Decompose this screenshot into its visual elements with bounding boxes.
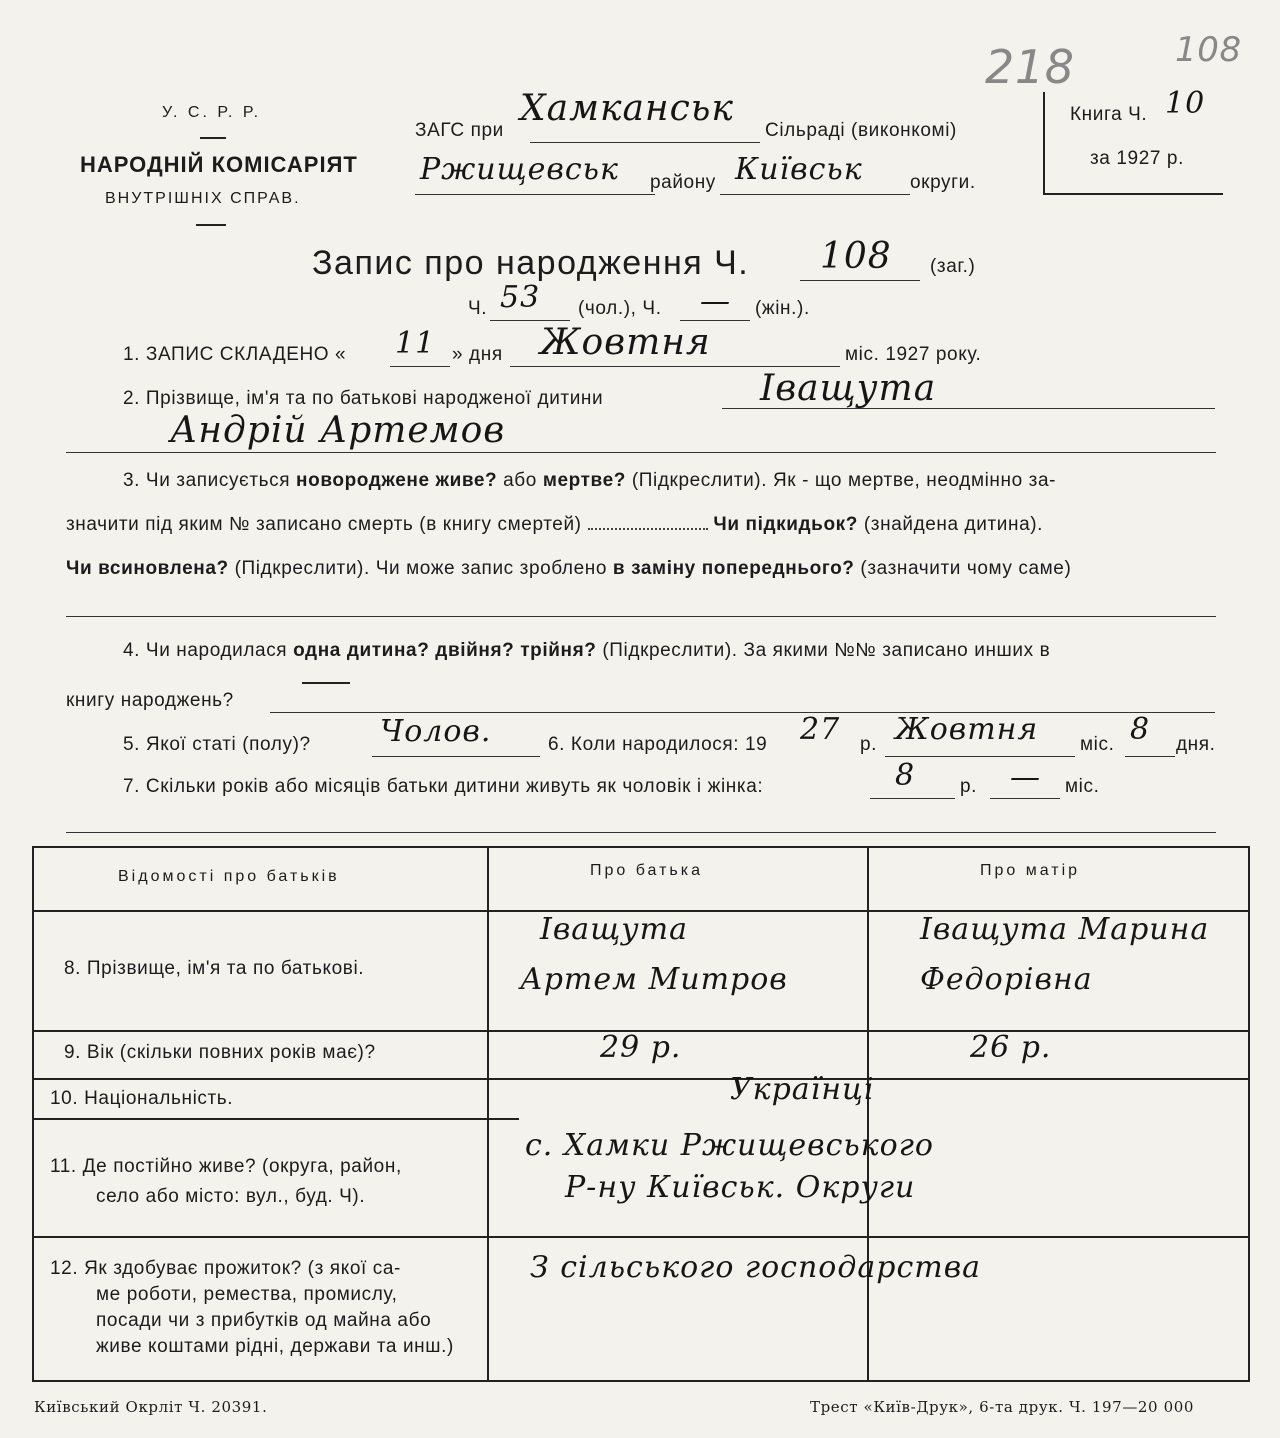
item3-line3: [66, 558, 1071, 580]
book-box-border: [1043, 92, 1045, 194]
row11-value-1: с. Хамки Ржищевського: [525, 1128, 934, 1163]
row8-mother-surname: Іващута Марина: [920, 912, 1210, 947]
item6-day: 8: [1130, 712, 1151, 747]
item3-text-2: (Підкреслити). Як - що мертве, неодмінно за-: [631, 470, 1057, 491]
book-label: Книга Ч.: [1070, 104, 1148, 125]
item3-text-3: (Підкреслити). Чи може запис зроблено: [234, 558, 608, 579]
row8-mother-name: Федорівна: [920, 962, 1093, 997]
village-name: Хамканськ: [520, 88, 734, 129]
item1-day-line: [390, 366, 450, 367]
item3-dead: мертве?: [542, 470, 626, 491]
record-title: Запис про народження Ч.: [312, 244, 750, 282]
record-number-line: [800, 280, 920, 281]
divider: [200, 137, 226, 139]
item6-month: Жовтня: [895, 712, 1039, 747]
item3-line1: [123, 470, 1056, 492]
row12-value: З сільського господарства: [530, 1250, 982, 1285]
commissariat-title: НАРОДНІЙ КОМІСАРІЯТ: [80, 152, 358, 177]
item3-or: або: [503, 470, 537, 491]
item1-prefix: 1. ЗАПИС СКЛАДЕНО «: [123, 344, 347, 365]
item3-alive: новороджене живе?: [296, 470, 498, 491]
item3-line2: [66, 514, 1043, 536]
item6-month-line: [885, 756, 1075, 757]
item7-extra-line: [66, 832, 1216, 833]
district-name: Ржищевськ: [420, 152, 619, 187]
item3-text: 3. Чи записується: [123, 470, 291, 491]
item6-r: р.: [860, 734, 878, 755]
item3-death-ref: значити під яким № записано смерть (в книгу смертей): [66, 514, 582, 535]
footer-left: Київський Окрліт Ч. 20391.: [34, 1398, 268, 1416]
row8-father-name: Артем Митров: [520, 962, 788, 997]
item4-text: 4. Чи народилася: [123, 640, 288, 661]
district-line: [415, 194, 655, 195]
village-line: [530, 142, 760, 143]
divider: [196, 224, 226, 226]
male-number-line: [490, 320, 570, 321]
book-box-border: [1043, 193, 1223, 195]
item4-options: одна дитина? двійня? трійня?: [293, 640, 597, 661]
table-header-info: Відомості про батьків: [118, 868, 340, 885]
table-col-divider: [487, 846, 489, 1382]
female-label: (жін.).: [755, 298, 810, 319]
item3-replacement: в заміну попереднього?: [612, 558, 855, 579]
table-row-divider: [32, 1078, 1250, 1080]
item1-month-line: [510, 366, 840, 367]
table-header-mother: Про матір: [980, 862, 1081, 879]
item3-found: (знайдена дитина).: [863, 514, 1044, 535]
row8-father-surname: Іващута: [540, 912, 688, 947]
year-label: за 1927 р.: [1090, 148, 1184, 169]
row12-label-1: 12. Як здобуває прожиток? (з якої са-: [50, 1258, 401, 1279]
okrug-line: [720, 194, 910, 195]
item6-dnya: дня.: [1176, 734, 1216, 755]
item3-reason-line: [66, 616, 1216, 617]
item4-line1: [123, 640, 1050, 662]
item5-value: Чолов.: [380, 714, 492, 749]
female-number: —: [700, 284, 731, 319]
item6-day-line: [1125, 756, 1175, 757]
row10-label: 10. Національність.: [50, 1088, 234, 1109]
ussr-label: У. С. Р. Р.: [162, 104, 262, 121]
item1-day: 11: [395, 326, 436, 361]
ch-label: Ч.: [468, 298, 488, 319]
council-suffix: Сільраді (виконкомі): [765, 120, 957, 141]
general-suffix: (заг.): [930, 256, 976, 277]
item7-months-line: [990, 798, 1060, 799]
row9-label: 9. Вік (скільки повних років має)?: [64, 1042, 376, 1063]
item7-years: 8: [895, 758, 916, 793]
row9-mother-age: 26 р.: [970, 1030, 1052, 1065]
item4-line2: книгу народжень?: [66, 690, 234, 711]
district-label: району: [650, 172, 716, 193]
table-row-divider: [32, 1236, 1250, 1238]
row11-value-2: Р-ну Київськ. Округи: [565, 1170, 916, 1205]
item4-text-2: (Підкреслити). За якими №№ записано инших в: [602, 640, 1051, 661]
item2-surname: Іващута: [760, 368, 937, 409]
item2-name-line: [66, 452, 1216, 453]
item6-year: 27: [800, 712, 841, 747]
item3-adopted: Чи всиновлена?: [66, 558, 229, 579]
item7-years-line: [870, 798, 955, 799]
row11-label-2: село або місто: вул., буд. Ч).: [96, 1186, 366, 1207]
item1-mid: » дня: [452, 344, 503, 365]
item5-line: [372, 756, 540, 757]
footer-right: Трест «Київ-Друк», 6-та друк. Ч. 197—20 000: [810, 1398, 1194, 1416]
zags-prefix: ЗАГС при: [415, 120, 504, 141]
book-number: 10: [1165, 86, 1206, 121]
item1-month: Жовтня: [540, 322, 711, 363]
pencil-number-1: 218: [985, 40, 1075, 94]
male-number: 53: [500, 280, 541, 315]
item3-foundling: Чи підкидьок?: [713, 514, 858, 535]
item2-label: 2. Прізвище, ім'я та по батькові народженої дитини: [123, 388, 604, 409]
item6-mis: міс.: [1080, 734, 1115, 755]
item2-name: Андрій Артемов: [170, 410, 506, 451]
table-header-father: Про батька: [590, 862, 703, 879]
item7-months: —: [1010, 760, 1041, 795]
item7-mis: міс.: [1065, 776, 1100, 797]
item4-underline: [302, 682, 350, 684]
female-number-line: [680, 320, 750, 321]
row8-label: 8. Прізвище, ім'я та по батькові.: [64, 958, 365, 979]
record-number: 108: [820, 236, 892, 277]
item5-label: 5. Якої статі (полу)?: [123, 734, 311, 755]
row12-label-3: посади чи з прибутків од майна або: [96, 1310, 432, 1331]
table-col-divider: [867, 846, 869, 1382]
row12-label-4: живе коштами рідні, держави та инш.): [96, 1336, 454, 1357]
table-row-divider: [32, 1118, 519, 1120]
row12-label-2: ме роботи, ремества, промислу,: [96, 1284, 398, 1305]
pencil-number-2: 108: [1175, 30, 1242, 70]
row9-father-age: 29 р.: [600, 1030, 682, 1065]
item7-label: 7. Скільки років або місяців батьки дитини живуть як чоловік і жінка:: [123, 776, 764, 797]
internal-affairs: ВНУТРІШНІХ СПРАВ.: [105, 190, 301, 207]
item3-dots: [588, 528, 708, 530]
okrug-label: округи.: [910, 172, 976, 193]
item3-text-4: (зазначити чому саме): [860, 558, 1072, 579]
item4-line: [270, 712, 1215, 713]
okrug-name: Київськ: [735, 152, 863, 187]
row11-label-1: 11. Де постійно живе? (округа, район,: [50, 1156, 402, 1177]
item1-suffix: міс. 1927 року.: [845, 344, 982, 365]
item6-label: 6. Коли народилося: 19: [548, 734, 768, 755]
row10-value: Українці: [730, 1072, 875, 1107]
male-label: (чол.), Ч.: [578, 298, 662, 319]
item7-r: р.: [960, 776, 978, 797]
